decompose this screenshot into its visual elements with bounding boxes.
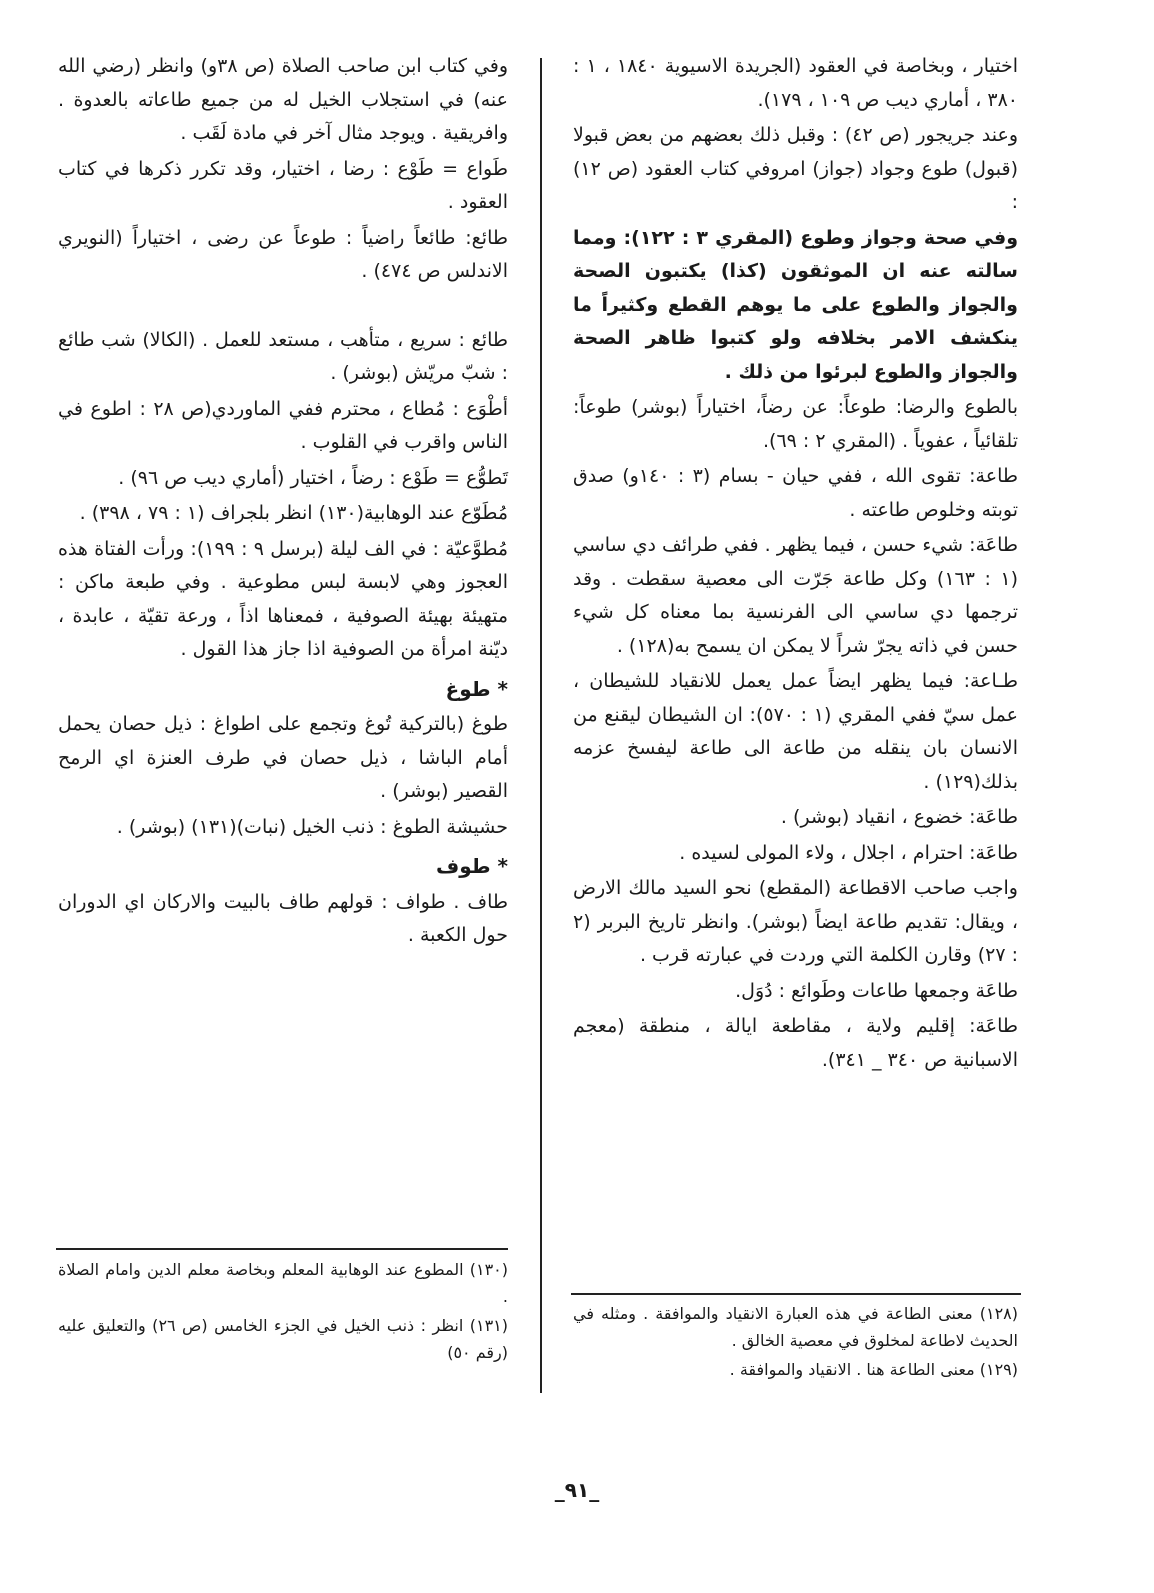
- right-footnotes: [573, 1300, 1018, 1385]
- right-para-2: وعند جريجور (ص ٤٢) : وقبل ذلك بعضهم من بعض قبولا (قبول) طوع وجواد (جواز) امروفي كتاب العقود (ص ١٢) :: [573, 124, 1019, 213]
- right-para-3: وفي صحة وجواز وطوع (المقري ٣ : ١٢٢): ومما سالته عنه ان الموثقون (كذا) يكتبون الصحة والجواز والطوع على ما يوهم القطع وكثيراً ما ينكشف الامر بخلافه ولو كتبوا ظاهر الصحة والجواز والطوع لبرئوا من ذلك .: [573, 226, 1019, 383]
- left-para-1: وفي كتاب ابن صاحب الصلاة (ص ٣٨و) وانظر (رضي الله عنه) في استجلاب الخيل له من جميع طاعاته بالعدوة . وافريقية . ويوجد مثال آخر في مادة لَقَب .: [58, 55, 508, 144]
- right-para-1: اختيار ، وبخاصة في العقود (الجريدة الاسيوية ١٨٤٠ ، ١ : ٣٨٠ ، أماري ديب ص ١٠٩ ، ١٧٩).: [573, 55, 1018, 111]
- right-para-12: طاعَة: إقليم ولاية ، مقاطعة ايالة ، منطقة (معجم الاسبانية ص ٣٤٠ _ ٣٤١).: [573, 1015, 1018, 1071]
- left-para-11: حشيشة الطوغ : ذنب الخيل (نبات)(١٣١) (بوشر) .: [116, 815, 508, 838]
- right-para-5: طاعة: تقوى الله ، ففي حيان - بسام (٣ : ١٤٠و) صدق توبته وخلوص طاعته .: [573, 465, 1018, 521]
- footnote-128: (١٢٨) معنى الطاعة في هذه العبارة الانقياد والموافقة . ومثله في الحديث لاطاعة لمخلوق في معصية الخالق .: [573, 1304, 1018, 1350]
- entry-heading-tough: * طوغ: [445, 676, 508, 701]
- right-para-6: طاعَة: شيء حسن ، فيما يظهر . ففي طرائف دي ساسي (١ : ١٦٣) وكل طاعة جَرّت الى معصية سقطت . وقد ترجمها دي ساسي الى الفرنسية بما معناه كل شيء حسن في ذاته يجرّ شراً لا يمكن ان يسمح به(١٢٨) .: [573, 534, 1019, 657]
- left-para-5: طائع : سريع ، متأهب ، مستعد للعمل . (الكالا) شب طائع : شبّ مريّش (بوشر) .: [58, 328, 508, 384]
- entry-heading-touf: * طوف: [435, 854, 508, 878]
- right-para-4: بالطوع والرضا: طوعاً: عن رضاً، اختياراً (بوشر) طوعاً: تلقائياً ، عفوياً . (المقري ٢ : ٦٩).: [573, 396, 1018, 452]
- right-para-9: طاعَة: احترام ، اجلال ، ولاء المولى لسيده .: [679, 841, 1018, 864]
- right-para-8: طاعَة: خضوع ، انقياد (بوشر) .: [780, 806, 1018, 828]
- left-footnote-rule: [56, 1248, 508, 1250]
- footnote-130: (١٣٠) المطوع عند الوهابية المعلم وبخاصة معلم الدين وامام الصلاة .: [58, 1260, 508, 1306]
- footnote-131: (١٣١) انظر : ذنب الخيل في الجزء الخامس (ص ٢٦) والتعليق عليه (رقم ٥٠): [58, 1316, 509, 1362]
- left-para-2: طَواع = طَوْع : رضا ، اختيار، وقد تكرر ذكرها في كتاب العقود .: [58, 157, 508, 213]
- footnote-129: (١٢٩) معنى الطاعة هنا . الانقياد والموافقة .: [729, 1360, 1018, 1379]
- left-para-12: طاف . طواف : قولهم طاف بالبيت والاركان اي الدوران حول الكعبة .: [58, 890, 508, 946]
- left-para-9: مُطوَّعيّة : في الف ليلة (برسل ٩ : ١٩٩): ورأت الفتاة هذه العجوز وهي لابسة لبس مطوعية . وفي طبعة ماكن : متهيئة بهيئة الصوفية ، فمعناها اذاً ، ورعة تقيّة ، عابدة ، ديّنة امرأة من الصوفية اذا جاز هذا القول .: [58, 537, 508, 660]
- left-para-8: مُطَوّع عند الوهابية(١٣٠) انظر بلجراف (١ : ٧٩ ، ٣٩٨) .: [79, 502, 508, 524]
- page-number: _٩١_: [554, 1478, 600, 1502]
- left-spacer: [58, 291, 508, 324]
- left-para-7: تَطوُّع = طَوْع : رضاً ، اختيار (أماري ديب ص ٩٦) .: [118, 466, 508, 489]
- right-para-7: طـاعة: فيما يظهر ايضاً عمل يعمل للانقياد للشيطان ، عمل سيّ ففي المقري (١ : ٥٧٠): ان الشيطان ليقنع من الانسان بان ينقله من طاعة الى طاعة ليفسخ عزمه بذلك(١٢٩) .: [573, 670, 1018, 793]
- left-para-6: أطْوَع : مُطاع ، محترم ففي الماوردي(ص ٢٨ : اطوع في الناس واقرب في القلوب .: [58, 397, 508, 453]
- right-column: [573, 50, 1018, 1079]
- right-para-11: طاعَة وجمعها طاعات وطَوائع : دُوَل.: [735, 979, 1018, 1002]
- right-footnote-rule: [571, 1293, 1021, 1295]
- left-para-10: طوغ (بالتركية تُوغ وتجمع على اطواغ : ذيل حصان يحمل أمام الباشا ، ذيل حصان في طرف العنزة اي الرمح القصير (بوشر) .: [58, 713, 508, 802]
- left-para-3: طائع: طائعاً راضياً : طوعاً عن رضى ، اختياراً (النويري الاندلس ص ٤٧٤) .: [58, 226, 508, 282]
- right-para-10: واجب صاحب الاقطاعة (المقطع) نحو السيد مالك الارض ، ويقال: تقديم طاعة ايضاً (بوشر). وانظر تاريخ البربر (٢ : ٢٧) وقارن الكلمة التي وردت في عبارته قرب .: [573, 877, 1018, 966]
- left-footnotes: [58, 1256, 508, 1368]
- column-divider: [540, 58, 542, 1393]
- left-column: [58, 50, 508, 955]
